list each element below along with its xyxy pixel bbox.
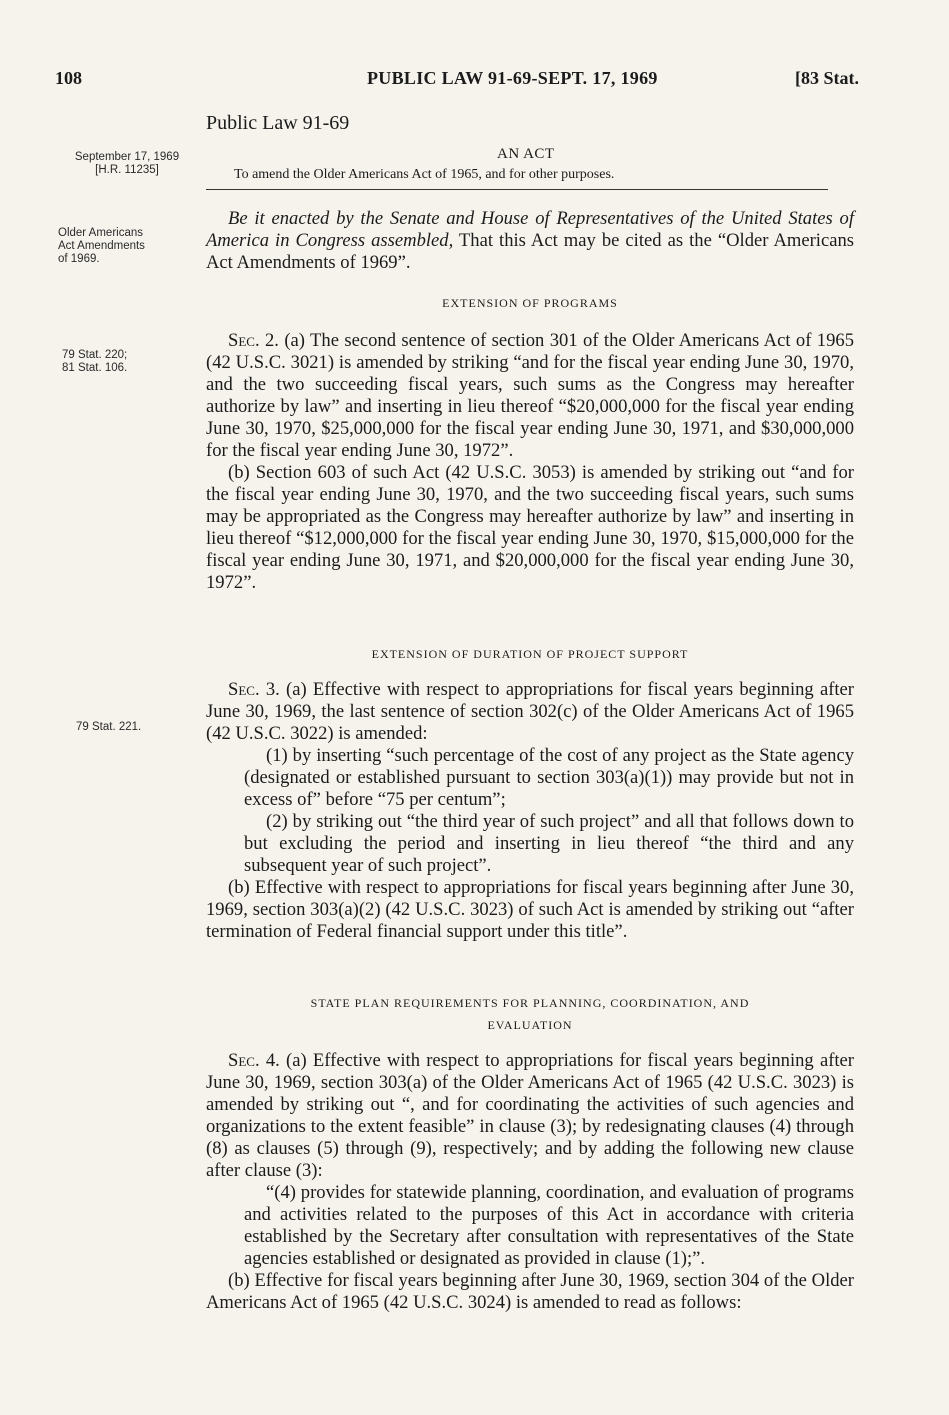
enacting-clause [206,208,854,274]
clause-2: (2) by striking out “the third year of such project” and all that follows down to but excluding the period and inserting in lieu thereof “the third and any subsequent year of such project”. [244,811,854,876]
margin-citation-2: 79 Stat. 221. [76,721,142,733]
section-text: (a) The second sentence of section 301 of the Older Americans Act of 1965 (42 U.S.C. 3021) is amended by striking “and for the fiscal year ending June 30, 1970, and the two succeeding fiscal years, such sums as the Congress may hereafter authorize by law” and inserting in lieu thereof “$20,000,000 for the fiscal year ending June 30, 1970, $25,000,000 for the fiscal year ending June 30, 1971, and $30,000,000 for the fiscal year ending June 30, 1972”. [206,330,854,461]
margin-short-title [58,227,145,266]
margin-citation-1 [62,349,127,375]
section-4b: (b) Effective for fiscal years beginning after June 30, 1969, section 304 of the Older Americans Act of 1965 (42 U.S.C. 3024) is amended to read as follows: [206,1270,854,1313]
margin-line: Act Amendments [58,240,145,252]
quoted-clause-4: “(4) provides for statewide planning, coordination, and evaluation of programs and activities related to the purposes of this Act in accordance with criteria established by the Secretary after consultation with representatives of the State agencies established or designated as provided in clause (1);”. [244,1182,854,1269]
law-title: Public Law 91-69 [206,112,350,134]
page-number: 108 [55,68,82,88]
act-heading: AN ACT [497,146,555,162]
act-purpose: To amend the Older Americans Act of 1965, and for other purposes. [234,167,615,182]
heading-duration-of-project-support: EXTENSION OF DURATION OF PROJECT SUPPORT [371,647,689,661]
margin-line: Older Americans [58,227,144,239]
section-label: Sec. 4. [228,1050,280,1071]
heading-extension-of-programs: EXTENSION OF PROGRAMS [442,296,618,310]
margin-line: of 1969. [58,253,100,265]
section-3b: (b) Effective with respect to appropriations for fiscal years beginning after June 30, 1969, section 303(a)(2) (42 U.S.C. 3023) of such Act is amended by striking out “after termination of Federal financial support under this title”. [206,877,854,942]
clause-1: (1) by inserting “such percentage of the cost of any project as the State agency (designated or established pursuant to section 303(a)(1)) may provide but not in excess of” before “75 per centum”; [244,745,854,810]
volume-reference: [83 Stat. [795,68,859,88]
heading-state-plan-line-2: EVALUATION [487,1018,573,1032]
section-3 [206,679,854,943]
running-title: PUBLIC LAW 91-69-SEPT. 17, 1969 [367,68,658,88]
margin-line: 81 Stat. 106. [62,362,128,374]
title-rule [206,189,828,190]
margin-date-block [58,151,196,177]
section-text: (a) Effective with respect to appropriations for fiscal years beginning after June 30, 1969, the last sentence of section 302(c) of the Older Americans Act of 1965 (42 U.S.C. 3022) is amended: [206,679,855,744]
section-label: Sec. 3. [228,679,280,700]
section-4 [206,1050,854,1314]
margin-line: 79 Stat. 220; [62,349,128,361]
section-2b: (b) Section 603 of such Act (42 U.S.C. 3053) is amended by striking out “and for the fiscal year ending June 30, 1970, and the two succeeding fiscal years, such sums may be appropriated as the Congress may hereafter authorize by law” and inserting in lieu thereof “$12,000,000 for the fiscal year ending June 30, 1970, $15,000,000 for the fiscal year ending June 30, 1971, and $20,000,000 for the fiscal year ending June 30, 1972”. [206,462,854,593]
margin-date: September 17, 1969 [74,151,180,163]
section-2 [206,330,854,594]
section-label: Sec. 2. [228,330,279,351]
heading-state-plan-line-1: STATE PLAN REQUIREMENTS FOR PLANNING, COORDINATION, AND [310,996,750,1010]
running-header [55,68,859,92]
enacting-clause-italic: Be it enacted by the Senate and House of Representatives of the United States of America in Congress assembled, [206,208,854,251]
margin-bill-number: [H.R. 11235] [95,164,159,176]
section-text: (a) Effective with respect to appropriations for fiscal years beginning after June 30, 1969, section 303(a) of the Older Americans Act of 1965 (42 U.S.C. 3023) is amended by striking out “, and for coordinating the activities of such agencies and organizations to the extent feasible” in clause (3); by redesignating clauses (4) through (8) as clauses (5) through (9), respectively; and by adding the following new clause after clause (3): [206,1050,855,1181]
enacting-clause-rest: That this Act may be cited as the “Older Americans Act Amendments of 1969”. [206,230,854,273]
